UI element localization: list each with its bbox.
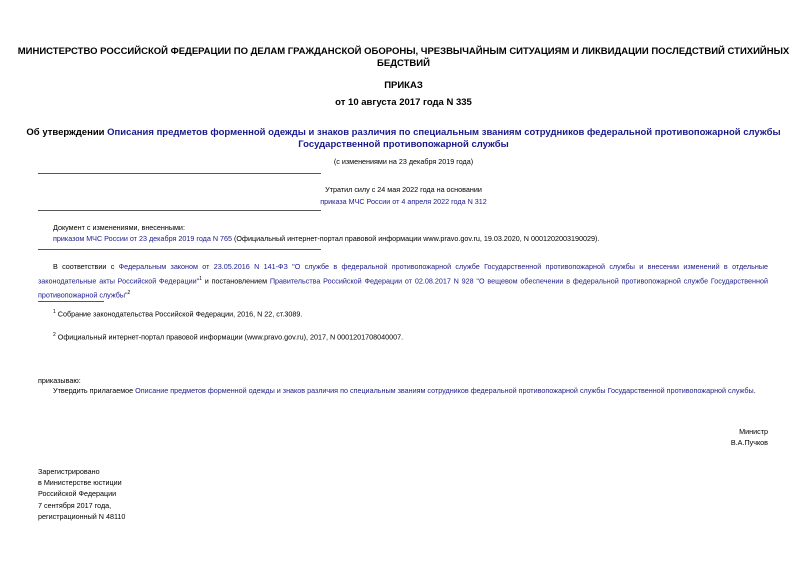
- footnote-2-marker: 2: [53, 332, 56, 338]
- registration-line: 7 сентября 2017 года,: [38, 500, 112, 510]
- registration-line: в Министерстве юстиции: [38, 478, 122, 488]
- footnote-marker-1[interactable]: 1: [199, 276, 202, 282]
- preamble-start: В соответствии с: [53, 262, 119, 271]
- order-word: приказываю:: [38, 376, 81, 385]
- footnote-1-marker: 1: [53, 309, 56, 315]
- footnote-1-text: Собрание законодательства Российской Федерации, 2016, N 22, ст.3089.: [55, 309, 303, 319]
- title-prefix: Об утверждении: [26, 127, 108, 138]
- ministry-line-2: БЕДСТВИЙ: [377, 58, 430, 69]
- expired-notice: Утратил силу с 24 мая 2022 года на основании: [325, 185, 482, 194]
- registration-line: Российской Федерации: [38, 489, 117, 499]
- government-decree-link[interactable]: Правительства Российской Федерации от 02.08.2017 N 928 "О вещевом обеспечении в федеральной противопожарной службе Государственной противопожарной службы": [38, 276, 768, 300]
- footnote-marker-2[interactable]: 2: [127, 290, 131, 297]
- description-link[interactable]: Описание предметов форменной одежды и знаков различия по специальным званиям сотрудников федеральной противопожарной службы Государственной противопожарной службы: [135, 386, 754, 395]
- changes-intro: Документ с изменениями, внесенными:: [53, 223, 185, 232]
- signatory-role: Министр: [739, 427, 768, 436]
- changes-detail: [53, 234, 599, 243]
- approval-end: .: [753, 386, 756, 395]
- footnote-2-text: Официальный интернет-портал правовой информации (www.pravo.gov.ru), 2017, N 0001201708040007.: [55, 332, 404, 342]
- signatory-name: В.А.Пучков: [730, 438, 768, 447]
- expired-order-link[interactable]: приказа МЧС России от 4 апреля 2022 года N 312: [320, 197, 487, 206]
- title-link-continued[interactable]: Государственной противопожарной службы: [298, 139, 509, 150]
- divider: [38, 210, 321, 211]
- federal-law-link[interactable]: Федеральным законом от 23.05.2016 N 141-ФЗ "О службе в федеральной противопожарной службе Государственной противопожарной службы и внесении изменений в отдельные законодательные акты Российской Федерации": [38, 262, 769, 286]
- registration-block: [38, 466, 125, 522]
- doc-type: ПРИКАЗ: [384, 80, 423, 91]
- footnote-1: [53, 309, 302, 318]
- signature-block: [731, 426, 768, 448]
- document-title: [0, 127, 807, 151]
- title-link[interactable]: Описания предметов форменной одежды и знаков различия по специальным званиям сотрудников федеральной противопожарной службы: [107, 127, 781, 138]
- approval-clause: [53, 386, 756, 395]
- footnote-2: [53, 332, 403, 341]
- registration-line: регистрационный N 48110: [38, 511, 126, 521]
- preamble-middle: и постановлением: [201, 276, 270, 286]
- divider: [38, 173, 321, 174]
- doc-date: от 10 августа 2017 года N 335: [335, 97, 472, 108]
- ministry-heading: [0, 46, 807, 70]
- registration-line: Зарегистрировано: [38, 467, 100, 476]
- preamble-paragraph: [38, 261, 768, 302]
- changes-source: (Официальный интернет-портал правовой информации www.pravo.gov.ru, 19.03.2020, N 0001202003190029).: [232, 234, 600, 243]
- changes-order-link[interactable]: приказом МЧС России от 23 декабря 2019 года N 765: [53, 234, 233, 243]
- footnote-divider: [38, 301, 104, 302]
- approval-start: Утвердить прилагаемое: [53, 386, 136, 395]
- divider: [38, 249, 321, 250]
- ministry-line-1: МИНИСТЕРСТВО РОССИЙСКОЙ ФЕДЕРАЦИИ ПО ДЕЛАМ ГРАЖДАНСКОЙ ОБОРОНЫ, ЧРЕЗВЫЧАЙНЫМ СИТУАЦИЯМ И ЛИКВИДАЦИИ ПОСЛЕДСТВИЙ СТИХИЙНЫХ: [17, 46, 790, 57]
- revision-note: (с изменениями на 23 декабря 2019 года): [333, 157, 474, 166]
